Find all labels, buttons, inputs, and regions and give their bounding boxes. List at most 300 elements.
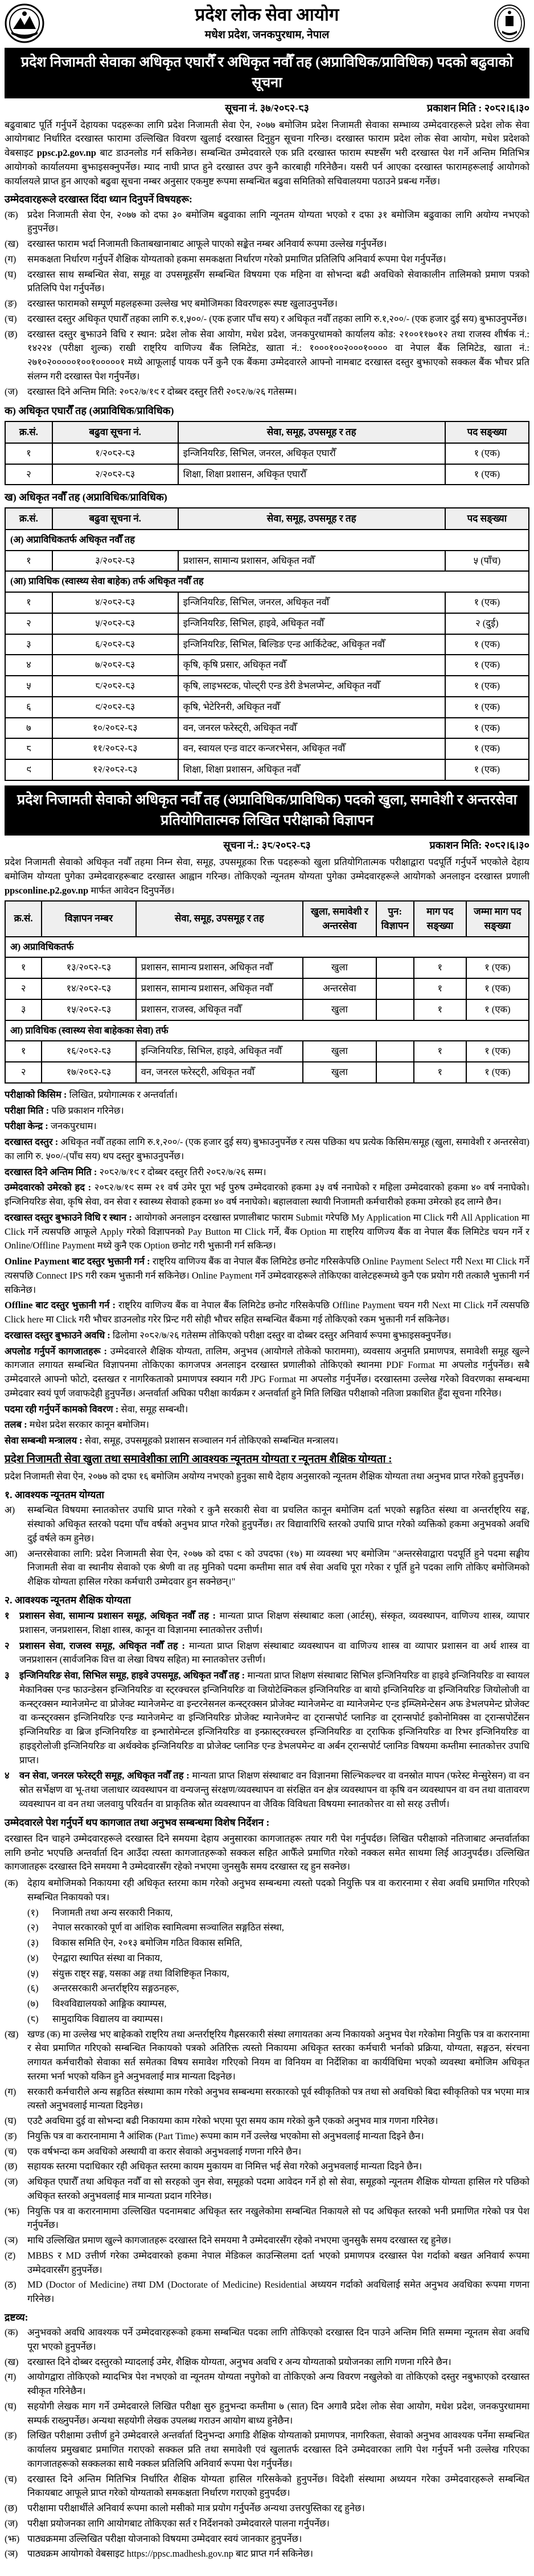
item-body: मान्यता प्राप्त शिक्षण संस्थाबाट व्यवस्थापन वा वाणिज्य शास्त्र वा व्यापार प्रशासन वा अर्थ शास्त्र वा जनप्रशासन (सार्वजनिक वित्त वा लेखा विषय सहित) मा स्नातकोत्तर उत्तीर्ण। xyxy=(19,1640,530,1665)
cell-post-count: २ (दुई) xyxy=(445,613,529,634)
table-row xyxy=(5,697,529,718)
detail-label: परीक्षाको किसिम : xyxy=(5,1089,67,1100)
min-qualification-item xyxy=(5,1547,529,1589)
cell-notice-number: २/२०८२-८३ xyxy=(52,464,178,485)
item-label: (ङ) xyxy=(5,2130,17,2141)
directions-item xyxy=(5,2085,529,2114)
col-service-group: सेवा, समूह, उपसमूह र तह xyxy=(178,508,445,530)
directions-item-ka xyxy=(5,1876,529,1905)
directions-item xyxy=(5,2028,529,2084)
cell-open-inclusive: खुला xyxy=(303,999,376,1020)
organization-item xyxy=(5,2012,529,2027)
detail-text: मधेश प्रदेश सरकार कानून बमोजिम। xyxy=(29,1419,149,1430)
item-text: दरखास्त दिने दोब्बर दस्तुरको म्यादलाई उमेर, शैक्षिक योग्यता, अनुभव अवधि र अन्य योग्यताको प्रयोजनका लागि गणना गरिने छैन। xyxy=(27,2356,451,2367)
item-label: (ख) xyxy=(5,238,19,250)
table-header-row xyxy=(5,508,529,530)
cell-notice-number: १०/२०८२-८३ xyxy=(52,718,178,739)
item-text xyxy=(19,1609,529,1638)
cell-advert-number: १३/२०८२-८३ xyxy=(42,957,135,978)
table-b-technical-body xyxy=(5,592,529,780)
section-title-nontechnical: अ) अप्राविधिकतर्फ xyxy=(5,937,529,958)
item-label: (ख) xyxy=(5,2028,19,2040)
note-item xyxy=(5,2517,529,2531)
detail-label: दरखास्त दस्तुर बुझाउने विधि र स्थान : xyxy=(5,1211,132,1223)
note-item xyxy=(5,2501,529,2516)
open-advert-intro-text-2: मार्फत आवेदन दिनुपर्नेछ। xyxy=(91,884,175,896)
organization-sublist xyxy=(5,1906,529,2027)
organization-item xyxy=(5,1906,529,1920)
col-service-group: सेवा, समूह, उपसमूह र तह xyxy=(178,421,445,443)
item-label: (क) xyxy=(5,2327,18,2338)
cell-notice-number: १२/२०८२-८३ xyxy=(52,759,178,780)
item-text: दरखास्त दिने अन्तिम मितिभित्र निर्धारित शैक्षिक योग्यता हासिल गरिसकेको हुनुपर्नेछ। विदेशी संस्थामा अध्ययन गरेका उम्मेदवारहरूले सम्बन्धित निकायबाट आफूले प्राप्त गरेको योग्यताको समकक्षता निर्धारण गराएको हुनुपर्दछ। xyxy=(27,2473,529,2499)
detail-label: Offline बाट दस्तुर भुक्तानी गर्न : xyxy=(5,1300,116,1311)
item-label: (७) xyxy=(27,1998,39,2009)
note-item xyxy=(5,2472,529,2501)
cell-post-count: १ (एक) xyxy=(445,464,529,485)
detail-text: ढिलोमा २०८२/७/२६ गतेसम्म तोकिएको परीक्षा दस्तुर वा दोब्बर दस्तुर अनिवार्य रूपमा बुझाइसक्नुपर्नेछ। xyxy=(112,1329,451,1341)
item-text: सहयोगी लेखक माग गर्ने उम्मेदवारले लिखित परीक्षा सुरु हुनुभन्दा कम्तीमा ७ (सात) दिन अगावै प्रदेश लोक सेवा आयोग, मधेश प्रदेश, जनकपुरधाममा सम्पर्क राख्नुपर्नेछ। अन्यथा सहयोगी लेखक उपलब्ध गराउन आयोग बाध्य हुनेछैन। xyxy=(27,2400,529,2426)
item-text: नियुक्ति पत्र वा करारनामामा उल्लिखित पदनामबाट अधिकृत स्तर नखुलेकोमा सम्बन्धित निकायले सो पद अधिकृत स्तरको भनी प्रमाणित गरेको पत्र पेश गर्नुपर्नेछ। xyxy=(27,2205,529,2231)
item-text: एउटै अवधिमा दुई वा सोभन्दा बढी निकायमा काम गरेको भएमा पूरा समय काम गरेको कुनै एकको अनुभव मात्र गणना गरिनेछ। xyxy=(27,2115,438,2127)
promotion-intro-text-1: बढुवाबाट पूर्ति गर्नुपर्ने देहायका पदहरूका लागि प्रदेश निजामती सेवा ऐन, २०७७ बमोजिम प्रदेश निजामती सेवाका सम्भाव्य उम्मेदवारहरूले प्रदेश लोक सेवा आयोगबाट निर्धारित दरखास्त फारामा उल्लिखित विवरण खुलाई दरखास्त दिनुहुन सूचना गरिन्छ। दरखास्त फाराम प्रदेश लोक सेवा आयोग, मधेश प्रदेशको वेबसाइट xyxy=(5,119,529,159)
section-title-technical: आ) प्राविधिक (स्वास्थ्य सेवा बाहेकका सेवा) तर्फ xyxy=(5,1020,529,1041)
directions-item xyxy=(5,2234,529,2248)
detail-label: दरखास्त दिने अन्तिम मिति : xyxy=(5,1166,97,1177)
promotion-intro-text-2: बाट डाउनलोड गर्न सकिनेछ। सम्बन्धित उम्मेदवारले एक प्रति दरखास्त फाराम स्पष्टसँग भरी दरखास्त पेश गर्ने अन्तिम मितिभित्र आयोगको कार्यालयमा बुझाइसक्नुपर्नेछ। म्याद नाघी प्राप्त हुने दरखास्त उपर कुनै कारबाही गरिनेछैन। यसरी पर्न आएका दरखास्त फारामहरूलाई आयोगको कार्यालयले प्राप्त हुन आएको बढुवा सूचना नम्बर अनुसार एकमुष्ट रूपमा सम्बन्धित बढुवा समितिको सचिवालयमा पठाउने प्रबन्ध गर्नेछ। xyxy=(5,147,530,187)
cell-notice-number: ९/२०८२-८३ xyxy=(52,697,178,718)
item-text: संयुक्त राष्ट्र सङ्घ, यसका अङ्ग तथा विशिष्टिकृत निकाय, xyxy=(52,1967,229,1979)
attention-item xyxy=(5,268,529,296)
item-text: एक वर्षभन्दा कम अवधिको अस्थायी वा करार सेवाको अनुभवलाई गणना गरिने छैन। xyxy=(27,2145,302,2157)
item-label: (झ) xyxy=(5,2533,20,2544)
cell-notice-number: ६/२०८२-८३ xyxy=(52,634,178,655)
header-titles xyxy=(44,3,490,43)
detail-line xyxy=(5,1255,529,1297)
item-text: परीक्षामा परीक्षार्थीले अनिवार्य रूपमा कालो मसीको मात्र प्रयोग गर्नुपर्नेछ अन्यथा उत्तरपुस्तिका रद्द हुनेछ। xyxy=(27,2503,365,2514)
item-text: खण्ड (क) मा उल्लेख भए बाहेकको राष्ट्रिय तथा अन्तर्राष्ट्रिय गैह्रसरकारी संस्था लगायतका अन्य निकायको अनुभव पेश गरेकोमा नियुक्ति पत्र वा करारनामा र सेवा प्रमाणित गरिएको सम्बन्धित निकायको पत्रको अतिरिक्त त्यस्तो निकायमा अधिकृत स्तरका कर्मचारी भर्नाको प्रक्रिया, योग्यता, सङ्गठन, संरचना लगायत कर्मचारीको सेवाका सर्त समेतका विषय समावेश गरिएको नियम वा विनियम वा निर्देशिका वा कार्यविधिमा भएको व्यवस्था बमोजिम अधिकृत स्तरमा भर्ना भएको यकिन हुने अनुभवलाई मात्र मान्यता दिइनेछ। xyxy=(27,2028,529,2082)
item-label: (छ) xyxy=(5,2503,18,2514)
notes-heading: द्रष्टव्य: xyxy=(5,2311,28,2323)
cell-serial: १ xyxy=(5,592,52,613)
attention-item xyxy=(5,312,529,326)
item-label: (५) xyxy=(27,1967,39,1979)
item-text: सम्बन्धित विषयमा स्नातकोत्तर उपाधि प्राप्त गरेको र कुनै सरकारी सेवा वा प्रचलित कानून बमोजिम दर्ता भएको सङ्गठित संस्था वा अन्तर्राष्ट्रिय सङ्घ, संस्थाको अधिकृत स्तरको पदमा पाँच वर्षको अनुभव प्राप्त गरेको हुनुपर्नेछ। तर विद्यावारिधि स्तरको उपाधि प्राप्त गरेको व्यक्तिको हकमा अनुभवको अवधि दुई वर्षले कम हुनेछ। xyxy=(27,1504,529,1544)
item-label: (ङ) xyxy=(5,298,17,309)
table-row xyxy=(5,676,529,697)
item-label: (ठ) xyxy=(5,2279,17,2290)
item-label: (क) xyxy=(5,1878,18,1889)
cell-open-inclusive: खुला xyxy=(303,1062,376,1083)
cell-advert-number: १५/२०८२-८३ xyxy=(42,999,135,1020)
qualification-heading: प्रदेश निजामती सेवा खुला तथा समावेशीका लागि आवश्यक न्यूनतम योग्यता र न्यूनतम शैक्षिक योग्यता : xyxy=(5,1453,392,1465)
detail-label: परीक्षा मिति : xyxy=(5,1105,50,1116)
col-post-count: पद सङ्ख्या xyxy=(445,508,529,530)
cell-serial: १ xyxy=(5,551,52,572)
item-label: (८) xyxy=(27,2013,39,2024)
table-row xyxy=(5,1041,529,1062)
item-label: (६) xyxy=(27,1983,39,1994)
item-text: विश्वविद्यालयको आङ्गिक क्याम्पस, xyxy=(52,1998,167,2009)
cell-total-demand-count: १ (एक) xyxy=(466,1041,529,1062)
item-text: अन्तरसेवाका लागि: प्रदेश निजामती सेवा ऐन, २०७७ को दफा ९ को उपदफा (१७) मा व्यवस्था भए बमोजिम "अन्तरसेवाद्वारा पदपूर्ति हुने पदमा सङ्घीय निजामती सेवा वा स्थानीय सेवाको एक श्रेणी वा तह मुनिको पदमा कम्तीमा सात वर्ष सेवा अवधि पूरा गरेका र पूर्ति हुने पदका लागि तोकिए बमोजिमको शैक्षिक योग्यता हासिल गरेका कर्मचारी उम्मेदवार हुन सक्नेछन्।" xyxy=(27,1548,529,1587)
cell-serial: २ xyxy=(5,613,52,634)
detail-label: Online Payment बाट दस्तुर भुक्तानी गर्न : xyxy=(5,1256,150,1267)
open-advert-notice-number: सूचना नं.: ३८/२०८२-८३ xyxy=(223,840,311,851)
item-text: पाठ्यक्रम आयोगको वेबसाइट https://ppsc.madhesh.gov.np बाट प्राप्त गर्न सकिनेछ। xyxy=(27,2548,314,2560)
cell-service-group: वन, जनरल फरेस्ट्री, अधिकृत नवौँ xyxy=(136,1062,303,1083)
table-b-nontechnical-body xyxy=(5,551,529,572)
detail-text: आयोगको अनलाइन दरखास्त प्रणालीबाट फाराम Submit गरेपछि My Application मा Click गरी All Application मा Click गर्ने त्यसपछि आफूले Apply गरेको विज्ञापनको Pay Button मा Click गर्ने, बैंक Option मा राष्ट्रिय वाणिज्य बैंक वा नेपाल बैंक लिमिटेड चयन गर्ने र Online/Offline Payment मध्ये कुनै एक Option छनोट गरी भुक्तानी गर्न सकिन्छ। xyxy=(5,1211,529,1251)
detail-label: तलब : xyxy=(5,1419,27,1430)
detail-label: उम्मेदवारको उमेरको हद : xyxy=(5,1182,92,1193)
download-website-url: ppsc.p2.gov.np xyxy=(36,147,96,159)
cell-service-group: इन्जिनियरिङ, सिभिल, हाइवे, अधिकृत नवौँ xyxy=(178,613,445,634)
item-text: निजामती तथा अन्य सरकारी निकाय, xyxy=(52,1907,173,1918)
attention-items-list xyxy=(5,208,529,399)
item-text: प्रदेश निजामती सेवा ऐन, २०७७ को दफा ३० बमोजिम बढुवाका लागि न्यूनतम योग्यता भएको र दफा ३१ बमोजिम बढुवाका लागि अयोग्य नभएको हुनुपर्नेछ। xyxy=(27,209,529,234)
col-service-group: सेवा, समूह, उपसमूह र तह xyxy=(136,901,303,937)
attention-item xyxy=(5,385,529,399)
cell-serial: ३ xyxy=(5,999,42,1020)
note-item xyxy=(5,2326,529,2354)
detail-line xyxy=(5,1135,529,1164)
item-label: (ट) xyxy=(5,2250,16,2261)
open-advert-publication-date: प्रकाशन मिति: २०८२।६।३० xyxy=(429,840,529,851)
item-text: सरकारी कर्मचारीले अन्य सङ्गठित संस्थामा काम गरेको अनुभव सम्बन्धमा सरकारको पूर्व स्वीकृतिको पत्र तथा सो अवधिको बिदा स्वीकृतिको पत्र भएमा मात्र त्यस्तो अनुभवलाई मान्यता दिइनेछ। xyxy=(27,2086,529,2111)
directions-heading: उम्मेदवारले पेश गर्नुपर्ने थप कागजात तथा अनुभव सम्बन्धमा विशेष निर्देशन : xyxy=(5,1816,270,1828)
item-label: (छ) xyxy=(5,328,18,340)
item-label: (ज) xyxy=(5,2176,18,2188)
cell-service-group: इन्जिनियरिङ, सिभिल, बिल्डिङ एन्ड आर्किटेक्ट, अधिकृत नवौँ xyxy=(178,634,445,655)
attention-item xyxy=(5,297,529,311)
promotion-table-eleventh-level xyxy=(5,421,529,485)
item-text: MD (Doctor of Medicine) तथा DM (Doctorate of Medicine) Residential अध्ययन गर्दाको अवधिलाई समेत अनुभव अवधिका रूपमा गणना गरिनेछ। xyxy=(27,2279,529,2305)
item-title: वन सेवा, जनरल फरेस्ट्री समूह, अधिकृत नवौँ तह : xyxy=(19,1770,190,1781)
cell-total-demand-count: १ (एक) xyxy=(466,999,529,1020)
detail-line xyxy=(5,1329,529,1343)
cell-open-inclusive: खुला xyxy=(303,1041,376,1062)
cell-service-group: वन, जनरल फरेस्ट्री, अधिकृत नवौँ xyxy=(178,718,445,739)
cell-notice-number: ४/२०८२-८३ xyxy=(52,592,178,613)
detail-label: सेवा सम्बन्धी मन्त्रालय : xyxy=(5,1435,83,1446)
table-row xyxy=(5,613,529,634)
cell-demand-count: १ xyxy=(414,957,466,978)
cell-serial: १ xyxy=(5,1041,42,1062)
detail-text: जनकपुरधाम। xyxy=(50,1120,97,1132)
col-serial: क्र.सं. xyxy=(5,508,52,530)
cell-readvert xyxy=(376,957,414,978)
edu-qualification-heading: २. आवश्यक न्यूनतम शैक्षिक योग्यता xyxy=(5,1594,131,1606)
cell-total-demand-count: १ (एक) xyxy=(466,978,529,999)
table-row xyxy=(5,655,529,676)
section-title-technical: (आ) प्राविधिक (स्वास्थ्य सेवा बाहेक) तर्फ अधिकृत नवौँ तह xyxy=(5,571,529,592)
cell-post-count: १ (एक) xyxy=(445,738,529,759)
cell-demand-count: १ xyxy=(414,978,466,999)
item-text: देहाय बमोजिमको निकायमा रही अधिकृत स्तरमा काम गरेको अनुभव सम्बन्धमा त्यस्तो पदको नियुक्ति पत्र वा करारनामा र सेवा अवधि प्रमाणित गरिएको सम्बन्धित निकायको पत्र। xyxy=(27,1878,529,1903)
item-text: दरखास्त फाराम भर्दा निजामती किताबखानाबाट आफूले पाएको सङ्केत नम्बर अनिवार्य रूपमा उल्लेख गर्नुपर्नेछ। xyxy=(27,238,387,250)
promotion-notice-number: सूचना नं. ३७/२०८२-८३ xyxy=(225,102,309,114)
note-item xyxy=(5,2400,529,2428)
cell-serial: ७ xyxy=(5,718,52,739)
table-section-row xyxy=(5,530,529,551)
cell-demand-count: १ xyxy=(414,1062,466,1083)
item-label: अ) xyxy=(5,1504,15,1516)
col-post-count: पद सङ्ख्या xyxy=(445,421,529,443)
table-row xyxy=(5,759,529,780)
qualification-intro: प्रदेश निजामती सेवा ऐन, २०७७ को दफा १६ बमोजिम अयोग्य नभएको हुनुका साथै देहाय अनुसारको न्यूनतम शैक्षिक योग्यता तथा अनुभव प्राप्त गरेको हुनुपर्नेछ। xyxy=(5,1471,524,1482)
item-label: (च) xyxy=(5,2145,17,2157)
item-body: मान्यता प्राप्त शिक्षण संस्थाबाट कला (आर्टस्), संस्कृत, व्यवस्थापन, वाणिज्य शास्त्र, व्यापार प्रशासन, जनप्रशासन, शिक्षा शास्त्र, कानून वा विज्ञानमा स्नातकोत्तर उत्तीर्ण। xyxy=(19,1610,530,1635)
cell-advert-number: १६/२०८२-८३ xyxy=(42,1041,135,1062)
vacancy-nontechnical-body xyxy=(5,957,529,1020)
item-text: विकास समिति ऐन, २०१३ बमोजिम गठित विकास समिति, xyxy=(52,1937,243,1949)
detail-line xyxy=(5,1181,529,1209)
col-readvert: पुन: विज्ञापन xyxy=(376,901,414,937)
item-label: (२) xyxy=(27,1922,39,1933)
cell-open-inclusive: अन्तरसेवा xyxy=(303,978,376,999)
edu-qualification-item xyxy=(5,1609,529,1638)
directions-item xyxy=(5,2278,529,2306)
promotion-table-ninth-level xyxy=(5,507,529,781)
table-row xyxy=(5,634,529,655)
vacancy-header-row xyxy=(5,901,529,937)
item-text: दरखास्त दस्तुर बुझाउने विधि र स्थान: प्रदेश लोक सेवा आयोग, मधेश प्रदेश, जनकपुरधामको कार्यालय कोड: २१००११७०१२ तथा राजस्व शीर्षक नं.: १४२२४ (परीक्षा शुल्क) राखी राष्ट्रिय वाणिज्य बैंक लिमिटेड, खाता नं.: १०००१००२०००१०००० वा नेपाल बैंक लिमिटेड, खाता नं.: २७१०२०००००१००१०००००१ मध्ये आफूलाई पायक पर्ने कुनै एक बैंकमा उम्मेदवारले आफ्नो नामबाट दरखास्त दस्तुर बुझाएको सक्कल बैंक भौचर प्रति संलग्न गरी दरखास्त पेश गर्नुपर्नेछ। xyxy=(27,328,529,382)
item-text: दरखास्त दस्तुर अधिकृत एघारौँ तहका लागि रु.१,५००/- (एक हजार पाँच सय) र अधिकृत नवौँ तहका लागि रु.१,२००/- (एक हजार दुई सय) बुझाउनुपर्नेछ। xyxy=(27,313,527,324)
open-advert-intro-paragraph xyxy=(5,855,529,898)
item-text: अधिकृत एघारौँ तथा अधिकृत नवौँ वा सो सरहको जुन सेवा, समूहको पदमा आवेदन गर्ने हो सो सेवा, समूहको न्यूनतम शैक्षिक योग्यता हासिल गरे पछिको अधिकृत स्तरको अनुभवलाई मात्र मान्यता प्रदान गरिनेछ। xyxy=(27,2176,529,2201)
item-title: प्रशासन सेवा, सामान्य प्रशासन समूह, अधिकृत नवौँ तह : xyxy=(19,1610,216,1622)
directions-intro: दरखास्त दिन चाहने उम्मेदवारहरूले दरखास्त दिने समयमा देहाय अनुसारका कागजातहरू तयार गरी पेश गर्नुपर्दछ। लिखित परीक्षाको नतिजाबाट अन्तर्वार्ताका लागि छनोट भएपछि अन्तर्वार्ता दिन आउँदा त्यस्ता कागजातहरूको सक्कल सहित आफैँले प्रमाणित गरेको नक्कल समेत साथमा लिई आउनुपर्दछ। उल्लिखित कागजातहरू दरखास्त दिने समयमा नै उम्मेदवारसँग रहेको नभएमा जुनसुकै समय दरखास्त रद्द हुन सक्नेछ। xyxy=(5,1833,529,1872)
item-label: (१) xyxy=(27,1907,39,1918)
item-label: (च) xyxy=(5,313,17,324)
cell-serial: १ xyxy=(5,443,52,464)
detail-text: २०८२/७/१९ र दोब्बर दस्तुर तिरी २०८२/७/२६ सम्म। xyxy=(99,1166,266,1177)
table-row xyxy=(5,1062,529,1083)
cell-demand-count: १ xyxy=(414,999,466,1020)
col-demand-count: माग पद सङ्ख्या xyxy=(414,901,466,937)
detail-line xyxy=(5,1104,529,1118)
org-address: मधेश प्रदेश, जनकपुरधाम, नेपाल xyxy=(204,28,330,41)
item-text xyxy=(19,1639,529,1668)
cell-serial: ६ xyxy=(5,697,52,718)
cell-service-group: प्रशासन, सामान्य प्रशासन, अधिकृत नवौँ xyxy=(178,551,445,572)
detail-line xyxy=(5,1434,529,1448)
cell-serial: ८ xyxy=(5,738,52,759)
note-item xyxy=(5,2429,529,2471)
cell-post-count: १ (एक) xyxy=(445,697,529,718)
detail-line xyxy=(5,1299,529,1327)
min-qualification-list xyxy=(5,1503,529,1589)
cell-service-group: कृषि, भेटेरिनरी, अधिकृत नवौँ xyxy=(178,697,445,718)
item-label: ४ xyxy=(5,1770,10,1781)
directions-item xyxy=(5,2130,529,2144)
cell-post-count: ५ (पाँच) xyxy=(445,551,529,572)
cell-notice-number: ८/२०८२-८३ xyxy=(52,676,178,697)
attention-item xyxy=(5,328,529,384)
cell-service-group: इन्जिनियरिङ, सिभिल, जनरल, अधिकृत नवौँ xyxy=(178,592,445,613)
directions-item xyxy=(5,2114,529,2128)
promotion-notice-meta xyxy=(5,101,529,116)
item-label: (ग) xyxy=(5,2371,17,2383)
cell-readvert xyxy=(376,999,414,1020)
detail-label: दरखास्त दस्तुर बुझाउने अवधि : xyxy=(5,1329,110,1341)
col-notice-number: बढुवा सूचना नं. xyxy=(52,421,178,443)
item-label: २ xyxy=(5,1640,10,1651)
item-text: माथि उल्लिखित प्रमाण खुल्ने कागजातहरू दरखास्त दिने समयमा नै उम्मेदवारसँग रहेको नभएमा जुनसुकै समय दरखास्त रद्द हुनेछ। xyxy=(27,2235,451,2246)
directions-items-list xyxy=(5,2028,529,2306)
cell-serial: २ xyxy=(5,978,42,999)
item-text: पाठ्यक्रममा उल्लिखित परीक्षा योजनाको विषयमा उम्मेदवार स्वयं जानकार हुनुपर्नेछ। xyxy=(27,2533,302,2544)
exam-details-list xyxy=(5,1088,529,1448)
cell-notice-number: १/२०८२-८३ xyxy=(52,443,178,464)
cell-service-group: कृषि, कृषि प्रसार, अधिकृत नवौँ xyxy=(178,655,445,676)
organization-item xyxy=(5,1982,529,1996)
organization-item xyxy=(5,1951,529,1966)
detail-text: सेवा, समूह, उपसमूहको प्रशासन सञ्चालन गर्न तोकिएको सम्बन्धित मन्त्रालय। xyxy=(84,1435,339,1446)
item-text: अनुभवको अवधि आवश्यक पर्ने उम्मेदवारहरूको हकमा सम्बन्धित पदका लागि तोकिएको दरखास्त दिन पाउने अन्तिम मिति सम्ममा न्यूनतम सेवा अवधि पूरा भएको हुनुपर्नेछ। xyxy=(27,2327,529,2352)
cell-readvert xyxy=(376,1041,414,1062)
open-advert-meta xyxy=(5,838,529,853)
min-qualification-item xyxy=(5,1503,529,1545)
detail-label: पदमा रही गर्नुपर्ने कामको विवरण : xyxy=(5,1403,119,1415)
cell-service-group: प्रशासन, सामान्य प्रशासन, अधिकृत नवौँ xyxy=(136,957,303,978)
attention-heading: उम्मेदवारहरूले दरखास्त दिंदा ध्यान दिनुपर्ने विषयहरू: xyxy=(5,193,192,205)
table-row xyxy=(5,999,529,1020)
item-label: (ञ) xyxy=(5,2235,18,2246)
cell-total-demand-count: १ (एक) xyxy=(466,957,529,978)
cell-notice-number: ५/२०८२-८३ xyxy=(52,613,178,634)
vacancy-technical-body xyxy=(5,1041,529,1083)
col-serial: क्र.सं. xyxy=(5,901,42,937)
item-text xyxy=(19,1769,529,1811)
cell-service-group: इन्जिनियरिङ, सिभिल, जनरल, अधिकृत एघारौँ xyxy=(178,443,445,464)
cell-readvert xyxy=(376,1062,414,1083)
online-application-url: ppsconline.p2.gov.np xyxy=(5,884,89,896)
commission-seal-logo xyxy=(490,3,529,43)
edu-qualification-list xyxy=(5,1609,529,1812)
table-row xyxy=(5,464,529,485)
item-label: (घ) xyxy=(5,2115,17,2127)
attention-item xyxy=(5,237,529,251)
col-advert-number: विज्ञापन नम्बर xyxy=(42,901,135,937)
organization-item xyxy=(5,1921,529,1935)
item-text: दरखास्त फारामको सम्पूर्ण महलहरूमा उल्लेख भए बमोजिमका विवरणहरू स्पष्ट खुलाउनुपर्नेछ। xyxy=(27,298,338,309)
cell-post-count: १ (एक) xyxy=(445,655,529,676)
promotion-publication-date: प्रकाशन मिति : २०८२।६।३० xyxy=(427,102,529,114)
promotion-intro-paragraph xyxy=(5,118,529,189)
min-qualification-heading: १. आवश्यक न्यूनतम योग्यता xyxy=(5,1489,104,1501)
cell-serial: १ xyxy=(5,957,42,978)
item-title: प्रशासन सेवा, राजस्व समूह, अधिकृत नवौँ तह : xyxy=(19,1640,185,1651)
detail-line xyxy=(5,1418,529,1432)
cell-serial: ३ xyxy=(5,634,52,655)
item-label: १ xyxy=(5,1610,10,1622)
col-total-demand-count: जम्मा माग पद सङ्ख्या xyxy=(466,901,529,937)
item-text: सहायक स्तरमा पदाधिकार रही अधिकृत स्तरमा कायम मुकायम वा निमित्त भई सेवा गरेको अनुभवलाई मान्यता दिइने छैन। xyxy=(27,2161,422,2172)
detail-text: पछि प्रकाशन गरिनेछ। xyxy=(51,1105,124,1116)
table-row xyxy=(5,738,529,759)
section-title-nontechnical: (अ) अप्राविधिकतर्फ अधिकृत नवौँ तह xyxy=(5,530,529,551)
cell-service-group: वन, स्वायल एन्ड वाटर कन्जरभेसन, अधिकृत नवौँ xyxy=(178,738,445,759)
item-text xyxy=(19,1669,529,1767)
open-advert-banner: प्रदेश निजामती सेवाको अधिकृत नवौँ तह (अप्राविधिक/प्राविधिक) पदको खुला, समावेशी र अन्तरसेवा प्रतियोगितात्मक लिखित परीक्षाको विज्ञापन xyxy=(5,785,529,836)
cell-service-group: प्रशासन, सामान्य प्रशासन, अधिकृत नवौँ xyxy=(136,978,303,999)
item-label: (ख) xyxy=(5,2356,19,2367)
cell-open-inclusive: खुला xyxy=(303,957,376,978)
directions-item xyxy=(5,2205,529,2233)
directions-item xyxy=(5,2160,529,2174)
detail-text: राष्ट्रिय वाणिज्य बैंक वा नेपाल बैंक लिमिटेड छनोट गरिसकेपछि Online Payment Select गरी Next मा Click गर्ने त्यसपछि Connect IPS गरी रकम भुक्तानी गर्न सकिनेछ। Online Payment गर्ने उम्मेदवारहरूले तोकिएका वालेटहरूमध्ये कुनै एक प्रयोग गरी तत्कालै भुक्तानी गर्न सकिनेछ। xyxy=(5,1256,529,1295)
item-text: दरखास्त साथ सम्बन्धित सेवा, समूह वा उपसमूहसँग सम्बन्धित विषयमा एक महिना वा सोभन्दा बढी अवधिको सेवाकालीन तालिमको प्रमाण पत्रको प्रतिलिपि पेश गर्नुपर्नेछ। xyxy=(27,268,529,294)
cell-post-count: १ (एक) xyxy=(445,443,529,464)
cell-serial: ५ xyxy=(5,676,52,697)
table-section-row xyxy=(5,937,529,958)
detail-text: सेवा, समूह सम्बन्धी। xyxy=(121,1403,188,1415)
table-row xyxy=(5,957,529,978)
item-text: MBBS र MD उत्तीर्ण गरेका उम्मेदवारको हकमा नेपाल मेडिकल काउन्सिलमा दर्ता भएको प्रमाणपत्र दरखास्त पेश गर्दाको बखत अनिवार्य रूपमा उम्मेदवारसँग हुनुपर्नेछ। xyxy=(27,2250,529,2275)
item-label: (छ) xyxy=(5,2161,18,2172)
table-row xyxy=(5,551,529,572)
item-text: समकक्षता निर्धारण गर्नुपर्ने शैक्षिक योग्यताको हकमा समकक्षता निर्धारण गरेको प्रमाणित प्रतिलिपि अनिवार्य रूपमा पेश गर्नुपर्नेछ। xyxy=(27,253,446,264)
cell-post-count: १ (एक) xyxy=(445,676,529,697)
cell-advert-number: १७/२०८२-८३ xyxy=(42,1062,135,1083)
item-body: मान्यता प्राप्त शिक्षण संस्थाबाट वन विज्ञानमा सिल्भिकल्चर वा वनस्रोत मापन (फरेस्ट मेन्सुरेसन) वा वन स्रोत सर्भेक्षण वा भू-तथा जलाधार व्यवस्थापन वा वन्यजन्तु संरक्षण/व्यवस्थापन वा संरक्षित वन क्षेत्र व्यवस्थापन वा कृषि वन व्यवस्थापन वा वन तथा वातावरण व्यवस्थापन वा वन तथा जलवायु परिवर्तन वा प्राकृतिक स्रोत व्यवस्थापन वा जैविक विविधता विषयमा स्नातकोत्तर वा सो सरह उत्तीर्ण। xyxy=(19,1770,530,1809)
table-b-heading: ख) अधिकृत नवौँ तह (अप्राविधिक/प्राविधिक) xyxy=(5,491,167,503)
open-advert-intro-text-1: प्रदेश निजामती सेवाको अधिकृत नवौँ तहमा निम्न सेवा, समूह, उपसमूहका रिक्त पदहरूको खुला प्रतियोगितात्मक परीक्षाद्वारा पदपूर्ति गर्नुपर्ने भएकोले देहाय बमोजिम योग्यता पुगेका उम्मेदवारहरूबाट दरखास्त आह्वान गरिन्छ। तोकिएको न्यूनतम योग्यता पुगेका उम्मेदवारहरूले आयोगको अनलाइन दरखास्त प्रणाली xyxy=(5,857,529,882)
cell-notice-number: ७/२०८२-८३ xyxy=(52,655,178,676)
item-text: ऐनद्वारा स्थापित संस्था वा निकाय, xyxy=(52,1952,163,1963)
table-row xyxy=(5,718,529,739)
document-header xyxy=(5,3,529,43)
detail-line xyxy=(5,1119,529,1134)
col-serial: क्र.सं. xyxy=(5,421,52,443)
organization-item xyxy=(5,1997,529,2011)
vacancy-table xyxy=(5,900,529,1084)
note-item xyxy=(5,2370,529,2399)
edu-qualification-item xyxy=(5,1669,529,1767)
item-text: लिखित परीक्षामा उत्तीर्ण हुने उम्मेदवारले अन्तर्वार्ता दिनुभन्दा अगाडि शैक्षिक योग्यताको प्रमाणपत्र, नागरिकता, सेवाको अनुभव आवश्यक पर्नेमा सम्बन्धित कार्यालय प्रमुखबाट प्रमाणित गराएको सक्कल प्रति तथा समावेशी एवं खुलातर्फ दरखास्त दिने उम्मेदवारका लागि पेश गर्नुपर्ने भनी उल्लेख गरिएका कागजातहरूको सक्कलका साथै नक्कल प्रतिलिपि अनिवार्य रूपमा पेश गर्नुपर्नेछ। xyxy=(27,2430,529,2469)
detail-text: राष्ट्रिय वाणिज्य बैंक वा नेपाल बैंक लिमिटेड छनोट गरिसकेपछि Offline Payment चयन गरी Next मा Click गर्ने त्यसपछि Click here मा Click गरी भौचर डाउनलोड गरेर प्रिन्ट गरी सोही भौचर सहित सम्बन्धित बैंकमा गई तोकिएको रकम भुक्तानी गर्न सकिनेछ। xyxy=(5,1300,530,1325)
edu-qualification-item xyxy=(5,1769,529,1811)
cell-demand-count: १ xyxy=(414,1041,466,1062)
col-open-inclusive: खुला, समावेशी र अन्तरसेवा xyxy=(303,901,376,937)
item-label: (झ) xyxy=(5,2205,20,2217)
item-title: इन्जिनियरिङ सेवा, सिभिल समूह, हाइवे उपसमूह, अधिकृत नवौँ तह : xyxy=(19,1670,245,1681)
cell-service-group: प्रशासन, राजस्व, अधिकृत नवौँ xyxy=(136,999,303,1020)
organization-item xyxy=(5,1936,529,1950)
table-row xyxy=(5,978,529,999)
cell-serial: २ xyxy=(5,1062,42,1083)
item-text: नेपाल सरकारको पूर्ण वा आंशिक स्वामित्वमा सञ्चालित सङ्गठित संस्था, xyxy=(52,1922,284,1933)
cell-post-count: १ (एक) xyxy=(445,759,529,780)
organization-item xyxy=(5,1967,529,1981)
table-header-row xyxy=(5,421,529,443)
detail-line xyxy=(5,1165,529,1180)
table-section-row xyxy=(5,1020,529,1041)
table-a-heading: क) अधिकृत एघारौँ तह (अप्राविधिक/प्राविधिक) xyxy=(5,405,174,417)
cell-post-count: १ (एक) xyxy=(445,592,529,613)
detail-text: उम्मेदवारले शैक्षिक योग्यता, तालिम, अनुभव (आयोगले तोकेको फाराममा), व्यवसाय अनुमति प्रमाणपत्र, समावेशी समूह खुल्ने कागजात लगायत सम्बन्धित विज्ञापनमा तोकिएका कागजपत्र अनलाइन दरखास्त प्रणालीको तोकिएको स्थानमा PDF Format मा अपलोड गर्नुपर्नेछ। सबै उम्मेदवारले आफ्नो फोटो, दस्तखत र नागरिकताको प्रमाणपत्र स्क्यान गरी JPG Format मा अपलोड गर्नुपर्नेछ। दरखास्तमा उल्लेख गरेको विवरणका सम्बन्धमा उम्मेदवार स्वयं पूर्ण जवाफदेही हुनुपर्नेछ। अन्तर्वार्ता अघिका परीक्षा कार्यक्रम र अन्तर्वार्ता हुने मिति लिखित परीक्षाको नतिजा प्रकाशित हुँदा सूचना गरिनेछ। xyxy=(5,1345,530,1399)
detail-text: २०८२/७/१९ सम्म २१ वर्ष उमेर पूरा भई पुरुष उम्मेदवारको हकमा ३५ वर्ष ननाघेको र महिला उम्मेदवारको हकमा ४० वर्ष ननाघेको। इन्जिनियरिङ सेवा, कृषि सेवा, वन सेवा र स्वास्थ्य सेवाको हकमा ४० वर्ष ननाघेको। बहालवाला स्थायी निजामती कर्मचारीको हकमा उमेरको हद लाग्ने छैन। xyxy=(5,1182,529,1208)
item-text: सामुदायिक विद्यालय वा क्याम्पस। xyxy=(52,2013,163,2024)
cell-service-group: शिक्षा, शिक्षा प्रशासन, अधिकृत एघारौँ xyxy=(178,464,445,485)
item-text: अन्तरसरकारी अन्तर्राष्ट्रिय सङ्गठनहरू, xyxy=(52,1983,179,1994)
cell-notice-number: ११/२०८२-८३ xyxy=(52,738,178,759)
table-row xyxy=(5,443,529,464)
detail-line xyxy=(5,1211,529,1253)
cell-service-group: शिक्षा, शिक्षा प्रशासन, अधिकृत नवौँ xyxy=(178,759,445,780)
